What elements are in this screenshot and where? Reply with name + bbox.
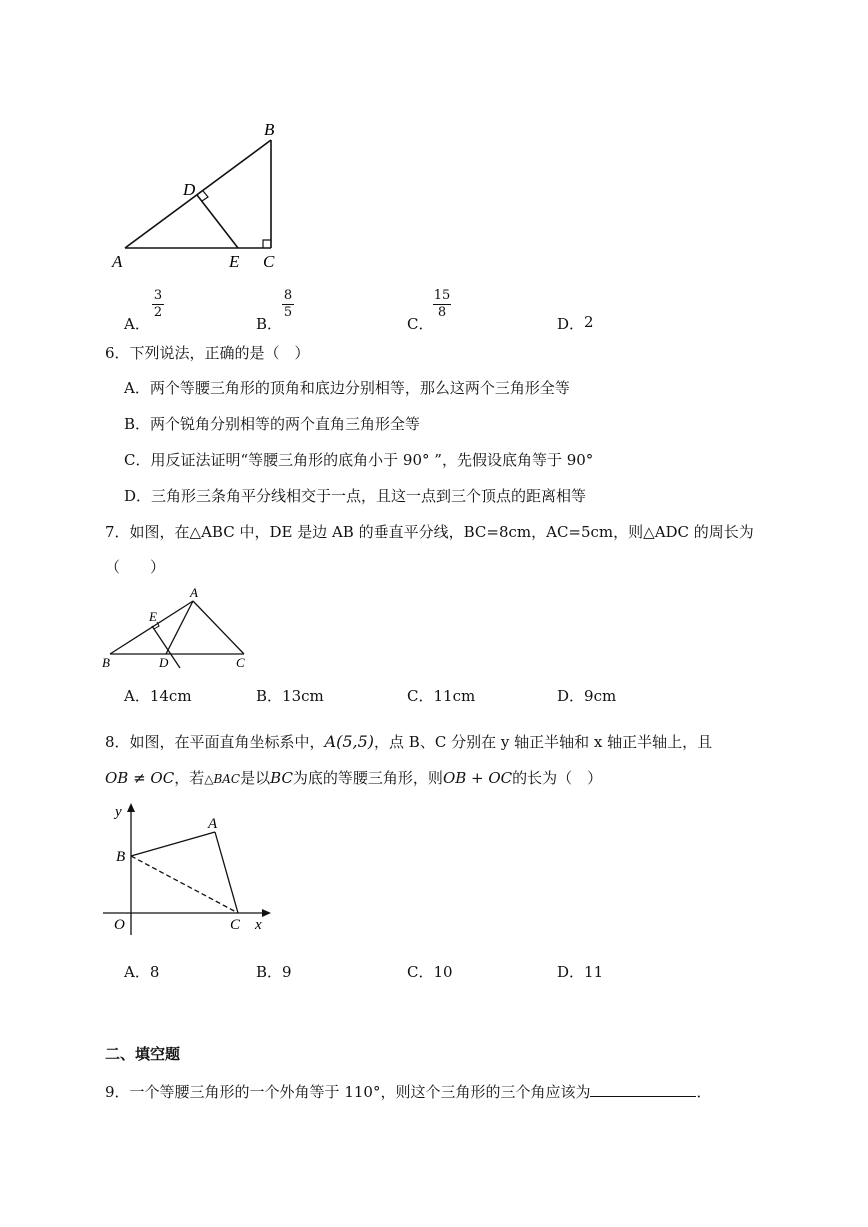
q8-label-x: x: [255, 917, 262, 933]
q7-label-E: E: [149, 609, 157, 624]
q7-option-c: C．11cm: [407, 687, 476, 705]
q7-label-B: B: [102, 655, 110, 670]
q8-figure: [98, 800, 278, 940]
q8-stem-text-6: 的长为（ ）: [512, 769, 603, 787]
q5-option-d-value: 2: [584, 313, 594, 331]
q5-label-A: A: [112, 252, 123, 271]
q8-label-A: A: [208, 816, 218, 832]
q5-option-a-fraction: [152, 289, 164, 320]
q8-stem-text-4: 是以: [240, 769, 271, 787]
q8-label-B: B: [116, 849, 126, 865]
q8-stem-text-2: ，点 B、C 分别在 y 轴正半轴和 x 轴正半轴上，且: [374, 733, 713, 751]
q9-end: ．: [696, 1083, 712, 1101]
q7-stem-line1: 7．如图，在△ABC 中，DE 是边 AB 的垂直平分线，BC=8cm，AC=5cm，则△ADC 的周长为: [105, 523, 754, 541]
q8-stem-text-3: ，若: [174, 769, 205, 787]
q5-label-C: C: [263, 252, 275, 271]
section-title: 二、填空题: [105, 1045, 181, 1063]
q8-stem-text-1: 8．如图，在平面直角坐标系中，: [105, 733, 325, 751]
q5-option-c-den: 8: [437, 305, 447, 320]
q7-label-D: D: [159, 655, 169, 670]
q8-option-b: B．9: [256, 963, 292, 981]
q5-option-b-fraction: [282, 289, 294, 320]
q5-label-D: D: [183, 180, 196, 199]
q5-option-a-den: 2: [153, 305, 163, 320]
q8-inequality: OB ≠ OC: [105, 769, 175, 787]
q6-option-b: B．两个锐角分别相等的两个直角三角形全等: [124, 415, 421, 433]
q6-stem: 6．下列说法，正确的是（ ）: [105, 344, 310, 362]
q6-option-d: D．三角形三条角平分线相交于一点，且这一点到三个顶点的距离相等: [124, 487, 587, 505]
q5-label-E: E: [229, 252, 240, 271]
q8-label-y: y: [115, 804, 122, 820]
q7-option-a: A．14cm: [124, 687, 192, 705]
q5-option-a-num: 3: [153, 288, 163, 303]
q5-label-B: B: [264, 120, 275, 139]
q7-option-d: D．9cm: [557, 687, 617, 705]
q7-figure: [96, 582, 266, 672]
q5-option-c-num: 15: [433, 288, 451, 303]
q9-stem: 9．一个等腰三角形的一个外角等于 110°，则这个三角形的三个角应该为: [105, 1083, 591, 1101]
q8-option-a: A．8: [124, 963, 160, 981]
q7-option-b: B．13cm: [256, 687, 324, 705]
q5-option-c-fraction: [433, 289, 451, 320]
q8-base: BC: [270, 769, 293, 787]
q9-answer-blank[interactable]: [590, 1082, 696, 1097]
q8-stem-line1: [105, 731, 712, 752]
q8-option-c: C．10: [407, 963, 453, 981]
q6-option-c: C．用反证法证明“等腰三角形的底角小于 90° ”，先假设底角等于 90°: [124, 451, 594, 469]
q8-stem-text-5: 为底的等腰三角形，则: [292, 769, 443, 787]
q8-label-C: C: [230, 917, 241, 933]
q6-option-a: A．两个等腰三角形的顶角和底边分别相等，那么这两个三角形全等: [124, 379, 570, 397]
q5-figure: [100, 115, 300, 275]
q7-stem-line2: （ ）: [105, 558, 166, 576]
q5-option-a-letter: A．: [124, 315, 150, 333]
q5-option-b-num: 8: [283, 288, 293, 303]
q5-option-d-letter: D．: [557, 315, 585, 333]
q7-label-C: C: [236, 655, 245, 670]
q8-triangle: △BAC: [204, 772, 241, 786]
q5-option-b-letter: B．: [256, 315, 283, 333]
q8-stem-line2: [105, 767, 602, 788]
q8-point-a: A(5,5): [324, 732, 375, 751]
q8-option-d: D．11: [557, 963, 604, 981]
q5-option-b-den: 5: [283, 305, 293, 320]
q7-label-A: A: [190, 585, 198, 600]
q9-stem-line: [105, 1081, 711, 1102]
q8-label-O: O: [114, 917, 125, 933]
q8-expression: OB + OC: [442, 769, 513, 787]
q5-option-c-letter: C．: [407, 315, 434, 333]
